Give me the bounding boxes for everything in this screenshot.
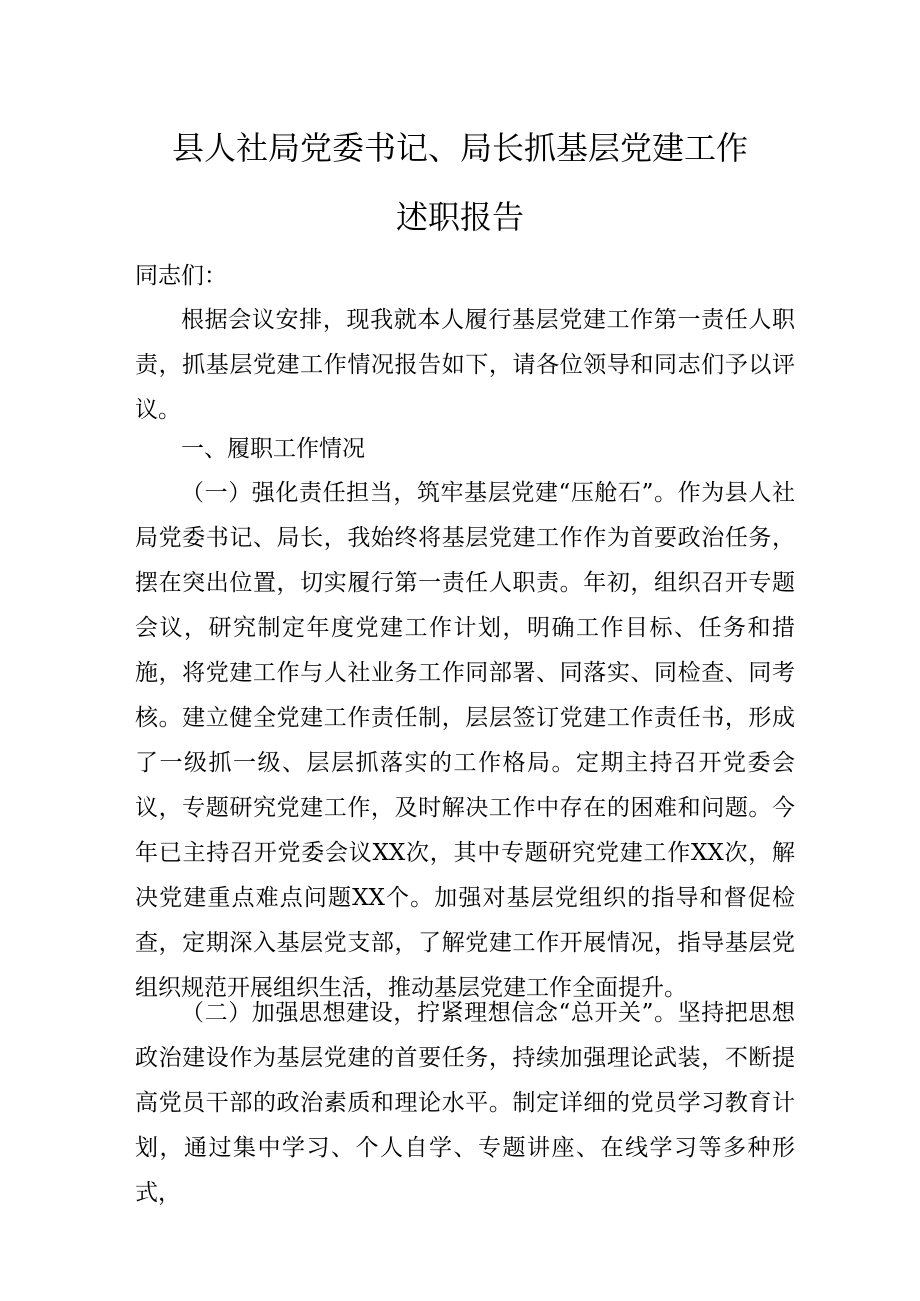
document-title-line2: 述职报告 (395, 198, 524, 236)
paragraph-responsibility: （一）强化责任担当，筑牢基层党建“压舱石”。作为县人社局党委书记、局长，我始终将基层党建工作作为首要政治任务，摆在突出位置，切实履行第一责任人职责。年初，组织召开专题会议，研究制定年度党建工作计划，明确工作目标、任务和措施，将党建工作与人社业务工作同部署、同落实、同检查、同考核。建立健全党建工作责任制，层层签订党建工作责任书，形成了一级抓一级、层层抓落实的工作格局。定期主持召开党委会议，专题研究党建工作，及时解决工作中存在的困难和问题。今年已主持召开党委会议XX次，其中专题研究党建工作XX次，解决党建重点难点问题XX个。加强对基层党组织的指导和督促检查，定期深入基层党支部，了解党建工作开展情况，指导基层党组织规范开展组织生活，推动基层党建工作全面提升。 (135, 480, 795, 1001)
intro-paragraph: 根据会议安排，现我就本人履行基层党建工作第一责任人职责，抓基层党建工作情况报告如下，请各位领导和同志们予以评议。 (135, 307, 795, 423)
paragraph-ideology: （二）加强思想建设，拧紧理想信念“总开关”。坚持把思想政治建设作为基层党建的首要任务，持续加强理论武装，不断提高党员干部的政治素质和理论水平。制定详细的党员学习教育计划，通过集中学习、个人自学、专题讲座、在线学习等多种形式， (135, 1000, 795, 1206)
document-title-line1: 县人社局党委书记、局长抓基层党建工作 (171, 129, 748, 167)
greeting: 同志们： (135, 263, 227, 289)
section1-heading: 一、履职工作情况 (181, 436, 365, 462)
